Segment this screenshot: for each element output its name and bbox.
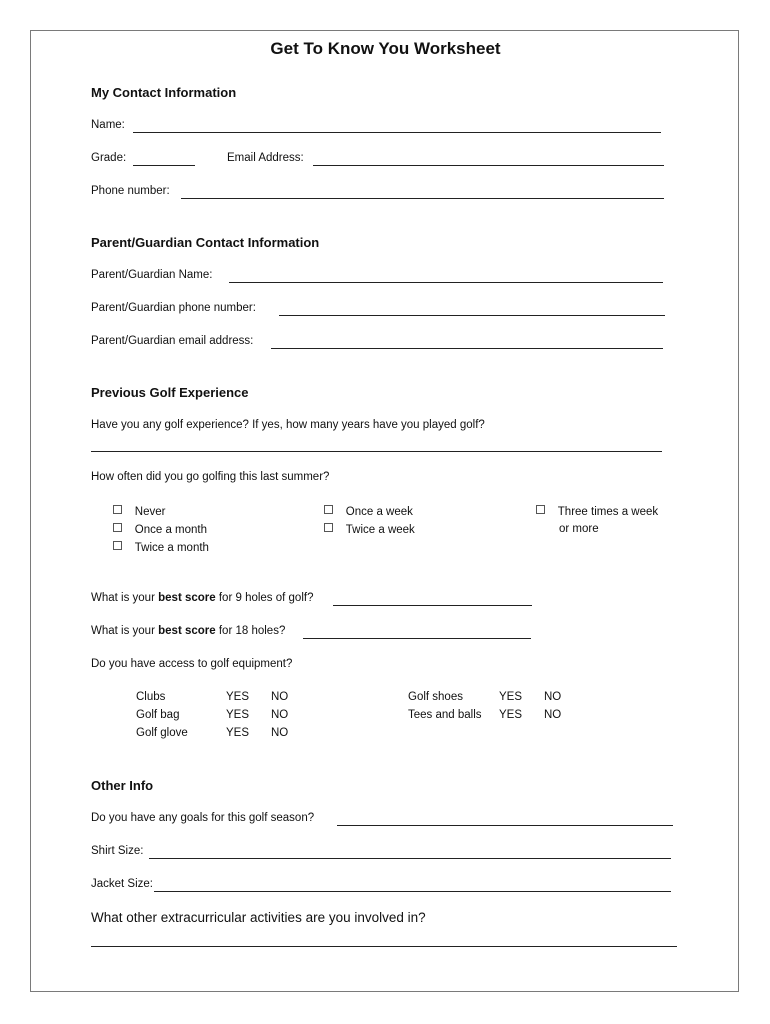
clubs-no[interactable]: NO: [271, 691, 289, 703]
experience-answer-field[interactable]: [91, 451, 662, 452]
golf-heading: Previous Golf Experience: [91, 385, 249, 400]
golf-glove-yes[interactable]: YES: [226, 727, 250, 739]
score-9-question: What is your best score for 9 holes of golf?: [91, 592, 314, 604]
parent-email-field[interactable]: [271, 348, 663, 349]
shirt-size-label: Shirt Size:: [91, 845, 144, 857]
page-title: Get To Know You Worksheet: [270, 39, 501, 58]
option-twice-a-week[interactable]: Twice a week: [324, 523, 415, 536]
option-twice-a-month[interactable]: Twice a month: [113, 541, 209, 554]
equipment-golf-bag: Golf bag: [136, 709, 180, 721]
equipment-tees-and-balls: Tees and balls: [408, 709, 482, 721]
parent-name-field[interactable]: [229, 282, 663, 283]
equipment-clubs: Clubs: [136, 691, 166, 703]
option-once-a-week[interactable]: Once a week: [324, 505, 413, 518]
email-label: Email Address:: [227, 152, 304, 164]
email-field[interactable]: [313, 165, 664, 166]
parent-heading: Parent/Guardian Contact Information: [91, 235, 320, 250]
option-or-more-label: or more: [559, 523, 599, 535]
name-field[interactable]: [133, 132, 661, 133]
phone-field[interactable]: [181, 198, 664, 199]
jacket-size-label: Jacket Size:: [91, 878, 153, 890]
tees-and-balls-yes[interactable]: YES: [499, 709, 523, 721]
tees-and-balls-no[interactable]: NO: [544, 709, 562, 721]
parent-phone-label: Parent/Guardian phone number:: [91, 302, 256, 314]
name-label: Name:: [91, 119, 125, 131]
equipment-golf-glove: Golf glove: [136, 727, 188, 739]
golf-shoes-no[interactable]: NO: [544, 691, 562, 703]
checkbox-icon: [113, 523, 122, 532]
worksheet-page: [30, 30, 739, 992]
goals-label: Do you have any goals for this golf season?: [91, 812, 315, 824]
grade-field[interactable]: [133, 165, 195, 166]
parent-name-label: Parent/Guardian Name:: [91, 269, 213, 281]
frequency-question: How often did you go golfing this last summer?: [91, 471, 330, 483]
checkbox-icon: [536, 505, 545, 514]
jacket-size-field[interactable]: [154, 891, 671, 892]
golf-bag-no[interactable]: NO: [271, 709, 289, 721]
score-18-field[interactable]: [303, 638, 531, 639]
checkbox-icon: [113, 541, 122, 550]
grade-label: Grade:: [91, 152, 127, 164]
option-three-times-a-week[interactable]: Three times a week: [536, 505, 658, 518]
golf-glove-no[interactable]: NO: [271, 727, 289, 739]
checkbox-icon: [324, 505, 333, 514]
phone-label: Phone number:: [91, 185, 170, 197]
goals-field[interactable]: [337, 825, 673, 826]
experience-question: Have you any golf experience? If yes, how many years have you played golf?: [91, 419, 485, 431]
equipment-golf-shoes: Golf shoes: [408, 691, 463, 703]
option-never[interactable]: Never: [113, 505, 165, 518]
checkbox-icon: [113, 505, 122, 514]
score-9-field[interactable]: [333, 605, 532, 606]
checkbox-icon: [324, 523, 333, 532]
option-once-a-month[interactable]: Once a month: [113, 523, 207, 536]
parent-email-label: Parent/Guardian email address:: [91, 335, 254, 347]
shirt-size-field[interactable]: [149, 858, 671, 859]
parent-phone-field[interactable]: [279, 315, 665, 316]
clubs-yes[interactable]: YES: [226, 691, 250, 703]
golf-shoes-yes[interactable]: YES: [499, 691, 523, 703]
contact-heading: My Contact Information: [91, 85, 237, 100]
equipment-question: Do you have access to golf equipment?: [91, 658, 293, 670]
score-18-question: What is your best score for 18 holes?: [91, 625, 286, 637]
golf-bag-yes[interactable]: YES: [226, 709, 250, 721]
activities-question: What other extracurricular activities are you involved in?: [91, 910, 426, 925]
activities-field[interactable]: [91, 946, 677, 947]
other-heading: Other Info: [91, 778, 154, 793]
